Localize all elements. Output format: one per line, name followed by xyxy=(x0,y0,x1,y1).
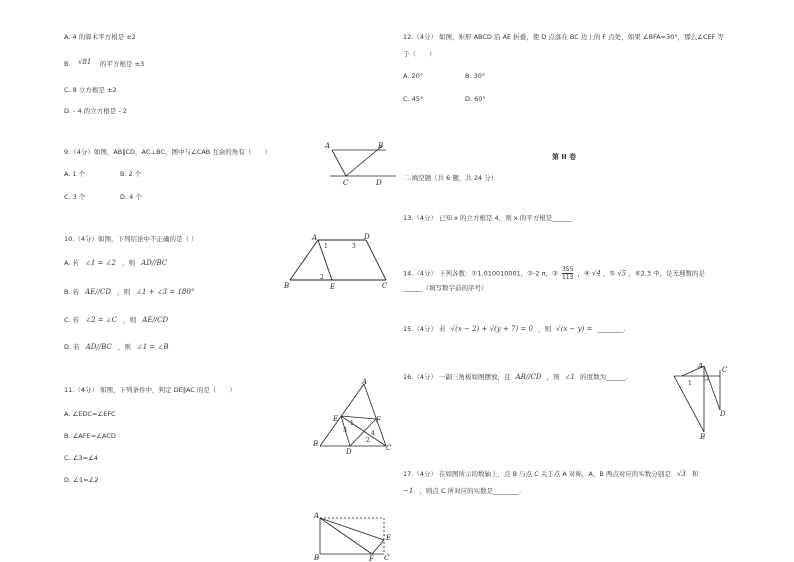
q10-b-cond: AE//CD xyxy=(85,288,112,296)
q17-line1 xyxy=(403,470,698,478)
fig11-label-1: 1 xyxy=(350,420,354,427)
fig11-label-c: C xyxy=(386,444,392,452)
q9-option-d: D. 4 个 xyxy=(120,193,142,201)
q8-option-b-label: B. xyxy=(64,60,71,68)
fig10-label-e: E xyxy=(330,283,336,291)
q9-stem: 9.（4分）如图，AB∥CD，AC⊥BC，图中与∠CAB 互余的角有（ ） xyxy=(64,148,271,156)
q10-b-then: ，则 xyxy=(117,288,131,296)
q10-stem: 10.（4分）如图，下列结论中不正确的是（ ） xyxy=(64,235,198,243)
figure-q11 xyxy=(312,376,394,456)
section-subtitle: 二.填空题（共 6 题，共 24 分） xyxy=(403,174,498,182)
fig11-label-f: F xyxy=(376,416,381,424)
q17-text-c: ，则点 C 所对应的实数是________. xyxy=(419,487,522,495)
q9-option-b: B. 2 个 xyxy=(120,170,142,178)
q11-stem: 11.（4分） 如图，下列条件中，判定 DE∥AC 的是（ ） xyxy=(64,386,236,394)
q13-text: 13.（4分） 已知 x 的立方根是 4，则 x 的平方根是______. xyxy=(403,214,574,222)
q10-b-result: ∠1 + ∠3 = 180° xyxy=(136,288,195,296)
q10-c-result: AE//CD xyxy=(142,316,169,324)
section-title: 第 II 卷 xyxy=(552,153,577,161)
figure-q16 xyxy=(668,360,728,440)
q14-line2: ______（填写数字前的序号） xyxy=(403,284,488,292)
fig10-label-1: 1 xyxy=(324,243,328,250)
fig12-label-c: C xyxy=(384,554,390,562)
fig11-label-4: 4 xyxy=(371,430,375,437)
fig11-label-b: B xyxy=(313,440,319,448)
q8-option-c: C. 8 立方根是 ±2 xyxy=(64,86,117,94)
q17-neg: −1 xyxy=(403,487,414,495)
fig16-label-a: A xyxy=(698,362,704,370)
q10-d-result: ∠1 = ∠B xyxy=(136,343,169,351)
q16-text-c: 的度数为______. xyxy=(580,373,628,381)
fig12-label-f: F xyxy=(369,555,374,562)
q11-option-c: C. ∠3=∠4 xyxy=(64,454,99,462)
q10-a-then: ，则 xyxy=(122,259,136,267)
q10-c-cond: ∠2 = ∠C xyxy=(85,316,118,324)
q14-text-a: 14.（4分） 下列各数：①1.010010001，②-2 π，③ xyxy=(403,269,558,278)
fig11-label-2: 2 xyxy=(366,437,370,444)
q14-text-b: ，④ xyxy=(577,269,590,278)
q16-expr: AB//CD xyxy=(515,373,542,381)
fig10-label-d: D xyxy=(364,233,370,241)
fig10-label-c: C xyxy=(382,282,388,290)
q15-expr1: √(x − 2) + √(y + 7) = 0 xyxy=(450,325,533,333)
q9-option-c: C. 3 个 xyxy=(64,193,86,201)
q10-c-then: ，则 xyxy=(123,316,137,324)
q16-line xyxy=(403,373,628,381)
q10-b-prefix: B. 若 xyxy=(64,288,80,296)
figure-q9 xyxy=(320,140,400,188)
fig9-label-b: B xyxy=(378,142,384,150)
q17-text-a: 17.（4分） 在如图所示的数轴上，点 B 与点 C 关于点 A 对称，A，B 两点对应的实数分别是 xyxy=(403,470,671,478)
q10-c-prefix: C. 若 xyxy=(64,316,80,324)
q15-blank: ________. xyxy=(597,325,626,333)
fig16-label-d: D xyxy=(720,410,726,418)
q10-a-result: AD//BC xyxy=(141,259,168,267)
q14-frac-den: 113 xyxy=(561,274,574,281)
q14-fraction xyxy=(562,266,573,281)
fig11-label-3: 3 xyxy=(343,427,347,434)
q17-root3: √3 xyxy=(676,470,686,478)
q14-line1 xyxy=(403,266,705,281)
q16-text-b: ，则 xyxy=(546,373,560,381)
q15-expr2: √(x − y) = xyxy=(556,325,593,333)
q14-text-c: ，⑤ xyxy=(602,269,616,278)
q10-option-c xyxy=(64,316,168,324)
fig12-label-b: B xyxy=(314,554,320,562)
q17-line2 xyxy=(403,487,521,495)
figure-q10 xyxy=(282,230,394,292)
q10-option-d xyxy=(64,343,169,351)
q14-frac-num: 355 xyxy=(561,266,574,273)
fig10-label-b: B xyxy=(284,282,290,290)
q8-option-b-text: 的平方根是 ±3 xyxy=(100,60,145,68)
fig9-label-d: D xyxy=(376,179,382,187)
fig16-label-b: B xyxy=(700,433,706,440)
q12-stem-line2: 于（ ） xyxy=(403,50,436,58)
q11-option-b: B. ∠AFE=∠ACD xyxy=(64,432,116,440)
q10-option-b xyxy=(64,288,194,296)
q8-option-d: D. - 4 的立方根是 - 2 xyxy=(64,107,127,115)
fig11-label-e: E xyxy=(333,415,339,423)
fig10-label-3: 3 xyxy=(352,243,356,250)
q15-line xyxy=(403,325,626,333)
fig11-label-a: A xyxy=(362,378,368,386)
fig12-label-a: A xyxy=(314,512,320,520)
q16-text-a: 16.（4分） 一副三角板如图摆放，且 xyxy=(403,373,511,381)
fig16-label-c: C xyxy=(722,366,728,374)
q10-d-cond: AD//BC xyxy=(85,343,112,351)
q16-angle: ∠1 xyxy=(564,373,575,381)
q10-d-prefix: D. 若 xyxy=(64,343,80,351)
q14-root4: √4 xyxy=(591,269,601,278)
fig9-label-a: A xyxy=(325,142,331,150)
q10-a-cond: ∠1 = ∠2 xyxy=(85,259,116,267)
q11-option-d: D. ∠1=∠2 xyxy=(64,476,99,484)
fig11-label-d: D xyxy=(346,448,352,456)
q10-option-a xyxy=(64,259,167,267)
q17-text-b: 和 xyxy=(691,470,699,478)
fig10-label-2: 2 xyxy=(320,274,324,281)
q12-option-b: B. 30° xyxy=(465,72,486,80)
q12-option-d: D. 60° xyxy=(465,95,486,103)
q15-text-b: ，则 xyxy=(538,325,552,333)
q10-a-prefix: A. 若 xyxy=(64,259,79,267)
fig12-label-e: E xyxy=(386,534,392,542)
q11-option-a: A. ∠EDC=∠EFC xyxy=(64,410,116,418)
q8-option-b-root: √81 xyxy=(78,58,92,66)
q12-option-c: C. 45° xyxy=(403,95,424,103)
fig9-label-c: C xyxy=(343,179,349,187)
q14-text-d: ，⑥2.3 中，是无理数的是 xyxy=(628,269,706,278)
q8-option-a: A. 4 的算术平方根是 ±2 xyxy=(64,33,136,41)
fig16-label-1: 1 xyxy=(688,380,692,387)
q9-option-a: A. 1 个 xyxy=(64,170,86,178)
q10-d-then: ，则 xyxy=(117,343,131,351)
q15-text-a: 15.（4分） 若 xyxy=(403,325,446,333)
q12-option-a: A. 20° xyxy=(403,72,423,80)
q12-stem-line1: 12.（4分） 如图，矩形 ABCD 沿 AE 折叠，使 D 点落在 BC 边上的 F 点处，如果 ∠BFA=30°，那么∠CEF 等 xyxy=(403,33,724,41)
q14-root5: √5 xyxy=(617,269,627,278)
fig10-label-a: A xyxy=(312,234,318,242)
figure-q12 xyxy=(310,510,394,562)
